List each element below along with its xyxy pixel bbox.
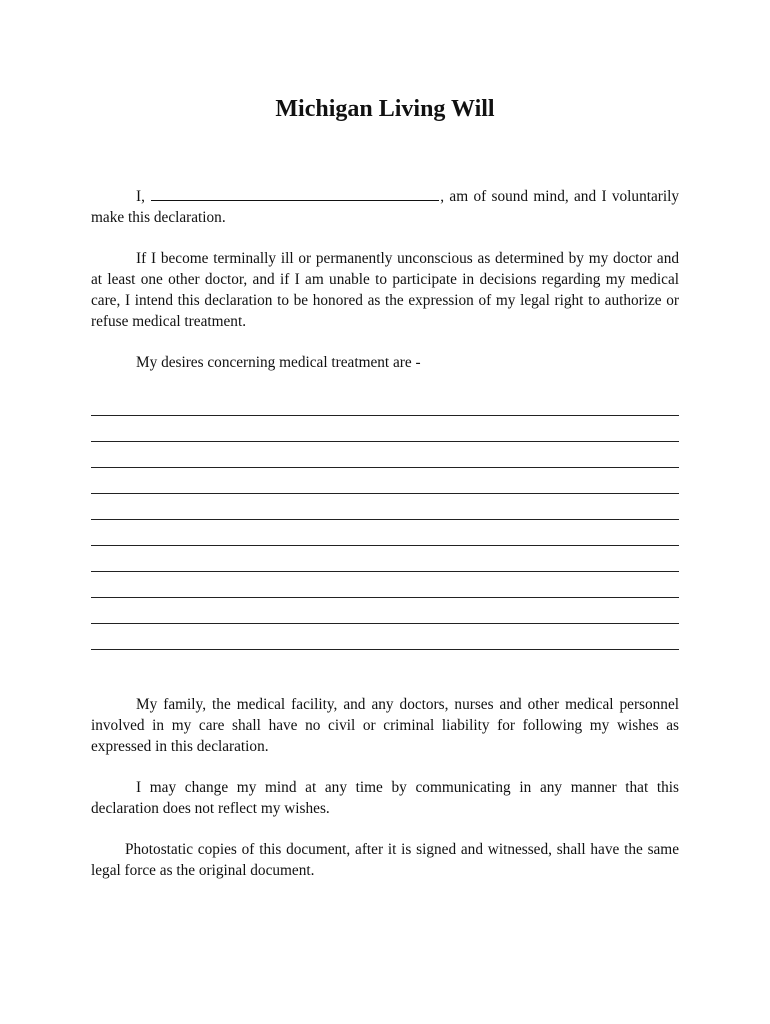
desires-lines [91,415,679,675]
desire-line[interactable] [91,649,679,675]
desire-line[interactable] [91,441,679,467]
declaration-paragraph [91,186,679,228]
change-mind-paragraph: I may change my mind at any time by communicating in any manner that this declaration does not reflect my wishes. [91,779,679,817]
declarant-prefix: I, [136,188,145,205]
desire-line[interactable] [91,519,679,545]
desire-line[interactable] [91,467,679,493]
desire-line[interactable] [91,545,679,571]
desire-line[interactable] [91,493,679,519]
declarant-suffix: , am of sound mind, and I voluntarily make this declaration. [91,188,679,226]
desires-intro: My desires concerning medical treatment are - [136,354,421,371]
declarant-name-blank[interactable] [151,186,439,201]
desire-line[interactable] [91,597,679,623]
desire-line[interactable] [91,571,679,597]
terminal-condition-paragraph: If I become terminally ill or permanently unconscious as determined by my doctor and at least one other doctor, and if I am unable to participate in decisions regarding my medical care, I intend this declaration to be honored as the expression of my legal right to authorize or refuse medical treatment. [91,250,679,330]
document-title: Michigan Living Will [275,96,495,122]
desire-line[interactable] [91,623,679,649]
photostatic-copies-paragraph: Photostatic copies of this document, after it is signed and witnessed, shall have the same legal force as the original document. [91,841,679,879]
liability-paragraph: My family, the medical facility, and any doctors, nurses and other medical personnel involved in my care shall have no civil or criminal liability for following my wishes as expressed in this declaration. [91,696,679,755]
desire-line[interactable] [91,415,679,441]
